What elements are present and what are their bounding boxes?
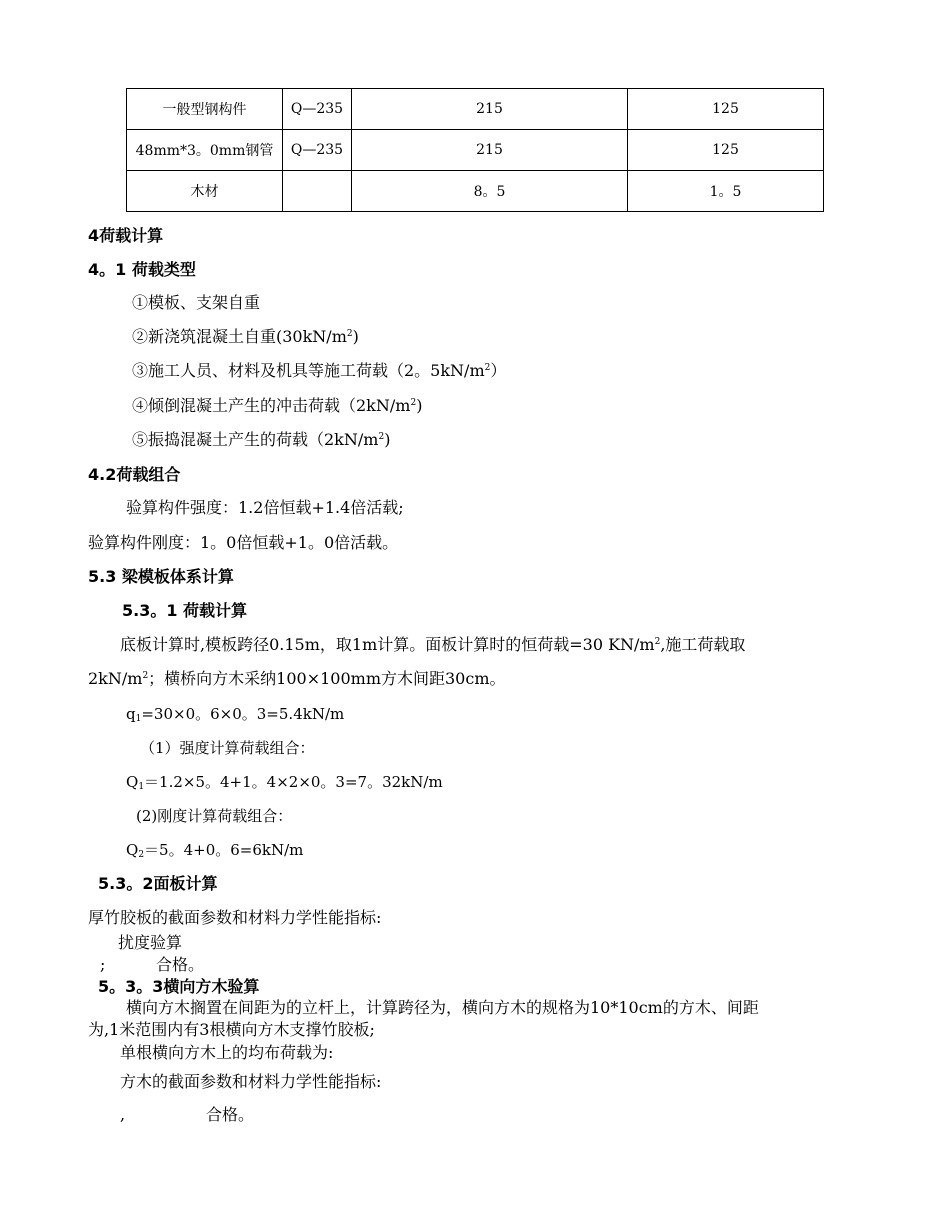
table-cell: 8。5: [352, 171, 628, 212]
panel-params-line: 厚竹胶板的截面参数和材料力学性能指标:: [88, 908, 382, 927]
table-cell: 125: [628, 130, 824, 171]
table-cell: 1。5: [628, 171, 824, 212]
beam-params-line: 方木的截面参数和材料力学性能指标:: [120, 1072, 382, 1091]
paragraph: 底板计算时,模板跨径0.15m，取1m计算。面板计算时的恒荷载=30 $KN/m^2$,施工荷载取: [120, 635, 746, 654]
section-4-1-heading: 4。1 荷载类型: [88, 260, 196, 279]
strength-combination-title: （1）强度计算荷载组合：: [140, 739, 315, 757]
table-cell: 48mm*3。0mm钢管: [127, 130, 283, 171]
table-cell: 215: [352, 130, 628, 171]
table-row: [127, 130, 824, 171]
paragraph: $2kN/m^2$；横桥向方木采纳100×100mm方木间距30cm。: [88, 669, 506, 688]
table-cell: 215: [352, 89, 628, 130]
load-type-item: ⑤振捣混凝土产生的荷载$(2kN/m^2)$: [132, 430, 391, 449]
qualified-text: 合格。: [206, 1105, 255, 1124]
section-5-3-3-heading: 5。3。3横向方木验算: [98, 977, 260, 996]
section-5-3-2-heading: 5.3。2面板计算: [98, 874, 218, 893]
qualified-text: 合格。: [156, 955, 205, 974]
section-5-3-heading: 5.3 梁模板体系计算: [88, 567, 234, 586]
table-row: [127, 89, 824, 130]
paragraph: 为,1米范围内有3根横向方木支撑竹胶板;: [88, 1020, 375, 1039]
paragraph: 横向方木搁置在间距为的立杆上，计算跨径为，横向方木的规格为10*10cm的方木、间距: [126, 998, 759, 1017]
uniform-load-line: 单根横向方木上的均布荷载为:: [120, 1043, 334, 1062]
table-cell: 一般型钢构件: [127, 89, 283, 130]
table-row: [127, 171, 824, 212]
deflection-check: 扰度验算: [118, 933, 183, 952]
section-4-2-heading: 4.2荷载组合: [88, 465, 181, 484]
table-cell: Q—235: [283, 130, 352, 171]
load-type-item: ④倾倒混凝土产生的冲击荷载$(2kN/m^2)$: [132, 396, 423, 415]
formula-Q1: $Q_1=1.2\times 5$。4+1。4×2×0。3=7。32kN/m: [126, 773, 443, 792]
table-cell: 木材: [127, 171, 283, 212]
stiffness-combination: 验算构件刚度：1。0倍恒载+1。0倍活载。: [88, 533, 399, 552]
stiffness-combination-title: (2)刚度计算荷载组合：: [136, 807, 293, 825]
material-table: [126, 88, 824, 212]
load-type-item: ③施工人员、材料及机具等施工荷载（2。$5kN/m^2$）: [132, 361, 507, 380]
formula-Q2: $Q_2=5$。4+0。6=6kN/m: [126, 841, 304, 860]
load-type-item: ②新浇筑混凝土自重$(30kN/m^2)$: [132, 327, 359, 346]
comma-mark: ,: [120, 1105, 126, 1124]
semicolon-mark: ;: [100, 955, 106, 974]
load-type-item: ①模板、支架自重: [132, 293, 261, 312]
strength-combination: 验算构件强度：1.2倍恒载+1.4倍活载;: [126, 498, 404, 517]
formula-q1: $q_1=30\times 0$。6×0。3=5.4kN/m: [126, 705, 345, 724]
table-cell: [283, 171, 352, 212]
section-4-heading: 4荷载计算: [88, 226, 164, 245]
section-5-3-1-heading: 5.3。1 荷载计算: [122, 601, 248, 620]
table-cell: Q—235: [283, 89, 352, 130]
table-cell: 125: [628, 89, 824, 130]
